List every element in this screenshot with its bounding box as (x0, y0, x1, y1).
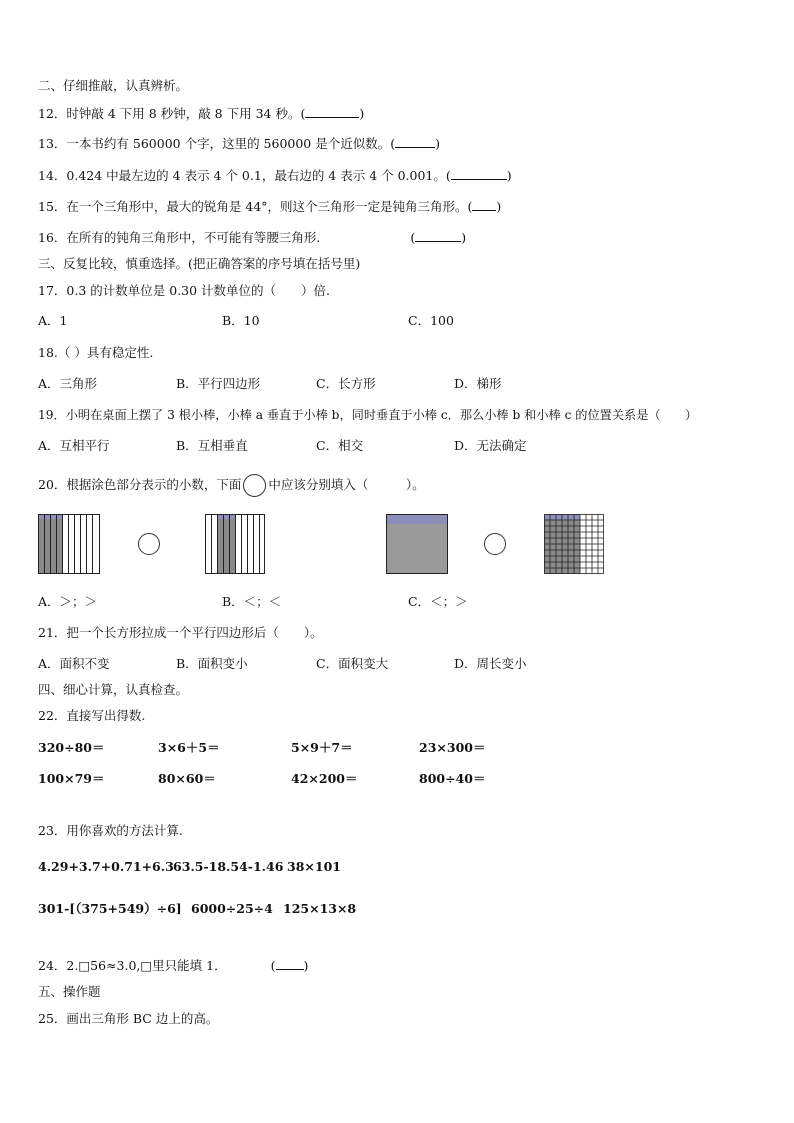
answer-blank[interactable] (276, 958, 304, 970)
q20-text-before: 20．根据涂色部分表示的小数，下面 (38, 477, 242, 492)
answer-blank[interactable] (305, 106, 359, 118)
q18-option-a[interactable]: A．三角形 (38, 376, 98, 391)
question-24 (38, 958, 308, 974)
figure-hundredths-grid (544, 514, 604, 574)
question-21: 21．把一个长方形拉成一个平行四边形后（ ）。 (38, 625, 323, 640)
q23-r2-c1: 301-[（375+549）÷6] (38, 901, 182, 916)
q17-option-c[interactable]: C．100 (408, 313, 454, 328)
answer-blank[interactable] (451, 168, 507, 180)
question-12 (38, 106, 364, 122)
q23-r2-c2: 6000÷25÷4 (191, 901, 273, 916)
q20-option-b[interactable]: B．＜；＜ (222, 594, 282, 609)
q12-text: 12．时钟敲 4 下用 8 秒钟，敲 8 下用 34 秒。( (38, 106, 306, 121)
q13-text: 13．一本书约有 560000 个字，这里的 560000 是个近似数。( (38, 136, 396, 151)
q23-r1-c3: 38×101 (287, 859, 341, 874)
q22-r2-c2: 80×60＝ (158, 771, 216, 786)
q15-close: ) (496, 199, 502, 214)
section-heading-3: 三、反复比较，慎重选择。(把正确答案的序号填在括号里) (38, 256, 361, 271)
q18-option-d[interactable]: D．梯形 (454, 376, 502, 391)
q21-option-d[interactable]: D．周长变小 (454, 656, 527, 671)
q19-option-a[interactable]: A．互相平行 (38, 438, 110, 453)
q22-r2-c4: 800÷40＝ (419, 771, 486, 786)
question-19: 19．小明在桌面上摆了 3 根小棒，小棒 a 垂直于小棒 b，同时垂直于小棒 c．那么小棒 b 和小棒 c 的位置关系是（ ） (38, 408, 698, 422)
compare-circle-1[interactable] (138, 533, 160, 555)
section-heading-5: 五、操作题 (38, 984, 101, 999)
q16-text: 16．在所有的钝角三角形中，不可能有等腰三角形. (38, 230, 321, 245)
q14-text: 14．0.424 中最左边的 4 表示 4 个 0.1，最右边的 4 表示 4 个 0.001。( (38, 168, 451, 183)
q22-r1-c3: 5×9＋7＝ (291, 740, 353, 755)
q17-option-a[interactable]: A．1 (38, 313, 68, 328)
question-18: 18.（ ）具有稳定性. (38, 345, 154, 360)
figure-tenths-b-shade (217, 514, 235, 574)
question-25: 25．画出三角形 BC 边上的高。 (38, 1011, 219, 1026)
q19-option-d[interactable]: D．无法确定 (454, 438, 527, 453)
q22-r2-c1: 100×79＝ (38, 771, 105, 786)
inline-circle-icon (243, 474, 266, 497)
q21-option-b[interactable]: B．面积变小 (176, 656, 248, 671)
answer-blank[interactable] (472, 199, 496, 211)
q22-r2-c3: 42×200＝ (291, 771, 358, 786)
question-20 (38, 474, 425, 497)
q20-option-a[interactable]: A．＞；＞ (38, 594, 98, 609)
question-22: 22．直接写出得数. (38, 708, 146, 723)
answer-blank[interactable] (415, 230, 461, 242)
compare-circle-2[interactable] (484, 533, 506, 555)
q18-option-c[interactable]: C．长方形 (316, 376, 376, 391)
q12-close: ) (359, 106, 365, 121)
q20-option-c[interactable]: C．＜；＞ (408, 594, 468, 609)
q17-option-b[interactable]: B．10 (222, 313, 260, 328)
q22-r1-c1: 320÷80＝ (38, 740, 105, 755)
q16-close: ) (461, 230, 467, 245)
question-13 (38, 136, 440, 152)
question-15 (38, 199, 501, 215)
figure-tenths-b (205, 514, 265, 574)
question-14 (38, 168, 512, 184)
q23-r1-c2: 63.5-18.54-1.46 (173, 859, 284, 874)
q24-open: ( (270, 958, 276, 973)
figure-tenths-a (38, 514, 100, 574)
q20-text-after: 中应该分别填入（ ）。 (268, 477, 425, 492)
q23-r1-c1: 4.29+3.7+0.71+6.3 (38, 859, 174, 874)
section-heading-4: 四、细心计算，认真检查。 (38, 682, 189, 697)
q16-open: ( (410, 230, 416, 245)
q19-option-c[interactable]: C．相交 (316, 438, 364, 453)
q19-option-b[interactable]: B．互相垂直 (176, 438, 248, 453)
q22-r1-c2: 3×6＋5＝ (158, 740, 220, 755)
q24-text: 24．2.□56≈3.0,□里只能填 1． (38, 958, 227, 973)
q21-option-c[interactable]: C．面积变大 (316, 656, 389, 671)
q18-option-b[interactable]: B．平行四边形 (176, 376, 261, 391)
q15-text: 15．在一个三角形中，最大的锐角是 44°，则这个三角形一定是钝角三角形。( (38, 199, 473, 214)
q22-r1-c4: 23×300＝ (419, 740, 486, 755)
q24-close: ) (303, 958, 309, 973)
q21-option-a[interactable]: A．面积不变 (38, 656, 110, 671)
q13-close: ) (435, 136, 441, 151)
q14-close: ) (506, 168, 512, 183)
answer-blank[interactable] (395, 136, 435, 148)
q23-r2-c3: 125×13×8 (283, 901, 357, 916)
question-17: 17．0.3 的计数单位是 0.30 计数单位的（ ）倍. (38, 283, 331, 298)
question-23: 23．用你喜欢的方法计算. (38, 823, 183, 838)
question-16 (38, 230, 466, 246)
section-heading-2: 二、仔细推敲，认真辨析。 (38, 78, 189, 93)
figure-whole-square (386, 514, 448, 574)
